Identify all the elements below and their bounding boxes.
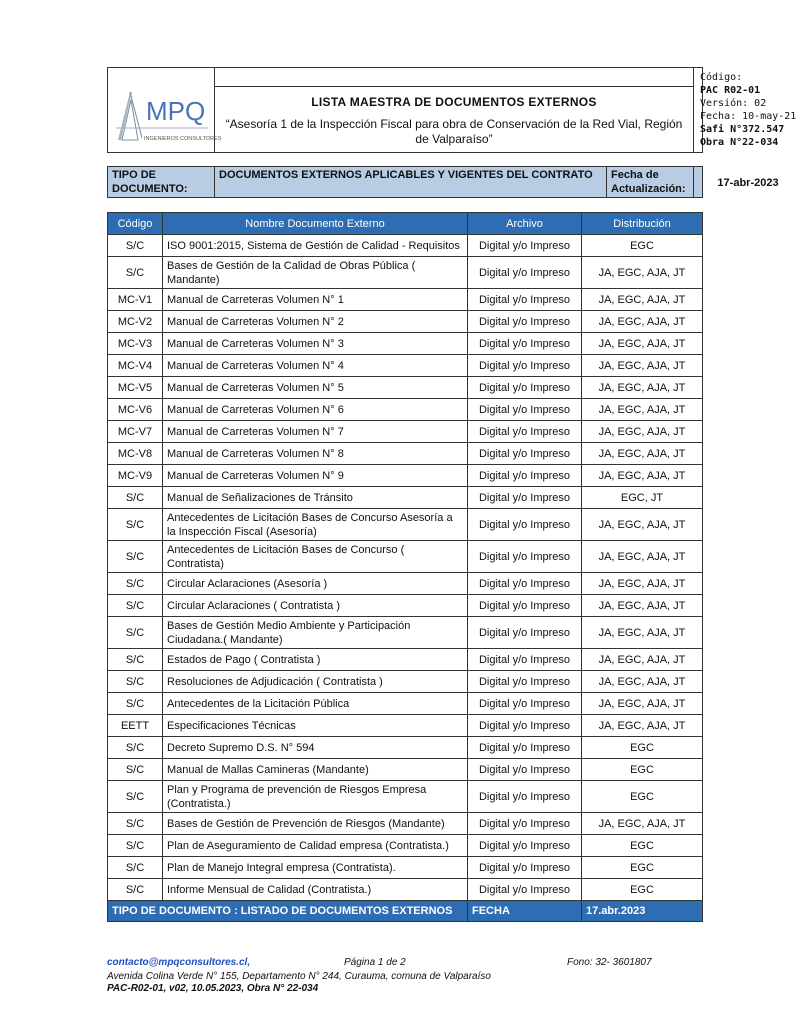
cell-codigo: S/C	[108, 541, 163, 573]
contact-email-link[interactable]: contacto@mpqconsultores.cl,	[107, 957, 251, 968]
cell-archivo: Digital y/o Impreso	[468, 573, 582, 595]
cell-codigo: S/C	[108, 759, 163, 781]
cell-codigo: S/C	[108, 671, 163, 693]
cell-nombre: Bases de Gestión Medio Ambiente y Participación Ciudadana.( Mandante)	[163, 617, 468, 649]
cell-nombre: Circular Aclaraciones ( Contratista )	[163, 595, 468, 617]
cell-archivo: Digital y/o Impreso	[468, 333, 582, 355]
table-row	[108, 759, 703, 781]
cell-archivo: Digital y/o Impreso	[468, 421, 582, 443]
cell-archivo: Digital y/o Impreso	[468, 759, 582, 781]
table-row	[108, 573, 703, 595]
cell-distribucion: JA, EGC, AJA, JT	[582, 289, 703, 311]
cell-distribucion: JA, EGC, AJA, JT	[582, 509, 703, 541]
cell-distribucion: JA, EGC, AJA, JT	[582, 465, 703, 487]
table-row	[108, 671, 703, 693]
cell-nombre: Informe Mensual de Calidad (Contratista.)	[163, 879, 468, 901]
document-control-info	[694, 68, 810, 152]
cell-codigo: MC-V1	[108, 289, 163, 311]
cell-archivo: Digital y/o Impreso	[468, 737, 582, 759]
cell-nombre: Manual de Carreteras Volumen N° 1	[163, 289, 468, 311]
cell-nombre: ISO 9001:2015, Sistema de Gestión de Calidad - Requisitos	[163, 235, 468, 257]
table-row	[108, 595, 703, 617]
type-value: DOCUMENTOS EXTERNOS APLICABLES Y VIGENTES DEL CONTRATO	[215, 167, 607, 197]
company-logo	[108, 68, 222, 152]
cell-archivo: Digital y/o Impreso	[468, 835, 582, 857]
page-footer	[107, 957, 707, 994]
cell-nombre: Manual de Carreteras Volumen N° 3	[163, 333, 468, 355]
table-row	[108, 311, 703, 333]
table-row	[108, 289, 703, 311]
cell-nombre: Antecedentes de la Licitación Pública	[163, 693, 468, 715]
header-archivo: Archivo	[468, 213, 582, 235]
cell-codigo: S/C	[108, 857, 163, 879]
cell-codigo: MC-V8	[108, 443, 163, 465]
update-date-value: 17-abr-2023	[717, 177, 779, 189]
cell-nombre: Manual de Carreteras Volumen N° 4	[163, 355, 468, 377]
cell-nombre: Manual de Carreteras Volumen N° 7	[163, 421, 468, 443]
cell-codigo: S/C	[108, 879, 163, 901]
logo-wordmark: MPQ	[146, 96, 206, 126]
cell-distribucion: JA, EGC, AJA, JT	[582, 355, 703, 377]
cell-archivo: Digital y/o Impreso	[468, 813, 582, 835]
update-date-label: Fecha de Actualización:	[607, 167, 694, 197]
table-row	[108, 541, 703, 573]
cell-nombre: Manual de Mallas Camineras (Mandante)	[163, 759, 468, 781]
company-address: Avenida Colina Verde N° 155, Departamento N° 244, Curauma, comuna de Valparaíso	[107, 971, 491, 982]
cell-distribucion: JA, EGC, AJA, JT	[582, 649, 703, 671]
footer-fecha-value: 17.abr.2023	[582, 901, 703, 922]
cell-codigo: S/C	[108, 573, 163, 595]
cell-distribucion: JA, EGC, AJA, JT	[582, 573, 703, 595]
external-documents-table	[107, 212, 703, 922]
cell-archivo: Digital y/o Impreso	[468, 487, 582, 509]
cell-archivo: Digital y/o Impreso	[468, 671, 582, 693]
cell-nombre: Manual de Carreteras Volumen N° 5	[163, 377, 468, 399]
cell-codigo: EETT	[108, 715, 163, 737]
phone-number: Fono: 32- 3601807	[567, 957, 652, 968]
document-header	[107, 67, 797, 153]
cell-nombre: Antecedentes de Licitación Bases de Concurso ( Contratista)	[163, 541, 468, 573]
header-nombre: Nombre Documento Externo	[163, 213, 468, 235]
cell-codigo: MC-V5	[108, 377, 163, 399]
cell-archivo: Digital y/o Impreso	[468, 443, 582, 465]
cell-nombre: Decreto Supremo D.S. N° 594	[163, 737, 468, 759]
cell-archivo: Digital y/o Impreso	[468, 257, 582, 289]
cell-archivo: Digital y/o Impreso	[468, 649, 582, 671]
cell-nombre: Manual de Carreteras Volumen N° 2	[163, 311, 468, 333]
cell-codigo: S/C	[108, 509, 163, 541]
safi-text: Safi N°372.547	[700, 124, 785, 135]
cell-nombre: Bases de Gestión de Prevención de Riesgos (Mandante)	[163, 813, 468, 835]
header-distribucion: Distribución	[582, 213, 703, 235]
cell-distribucion: EGC	[582, 235, 703, 257]
cell-archivo: Digital y/o Impreso	[468, 617, 582, 649]
cell-archivo: Digital y/o Impreso	[468, 509, 582, 541]
table-row	[108, 649, 703, 671]
table-row	[108, 879, 703, 901]
cell-distribucion: JA, EGC, AJA, JT	[582, 377, 703, 399]
document-title: LISTA MAESTRA DE DOCUMENTOS EXTERNOS	[311, 95, 597, 109]
cell-codigo: MC-V2	[108, 311, 163, 333]
cell-nombre: Plan de Manejo Integral empresa (Contratista).	[163, 857, 468, 879]
type-label: TIPO DE DOCUMENTO:	[108, 167, 215, 197]
cell-nombre: Manual de Señalizaciones de Tránsito	[163, 487, 468, 509]
cell-nombre: Especificaciones Técnicas	[163, 715, 468, 737]
table-footer-row	[108, 901, 703, 922]
cell-nombre: Manual de Carreteras Volumen N° 6	[163, 399, 468, 421]
table-row	[108, 487, 703, 509]
cell-codigo: S/C	[108, 649, 163, 671]
cell-distribucion: JA, EGC, AJA, JT	[582, 671, 703, 693]
cell-nombre: Plan de Aseguramiento de Calidad empresa (Contratista.)	[163, 835, 468, 857]
table-row	[108, 399, 703, 421]
cell-nombre: Antecedentes de Licitación Bases de Concurso Asesoría a la Inspección Fiscal (Asesoría)	[163, 509, 468, 541]
table-row	[108, 857, 703, 879]
cell-codigo: MC-V4	[108, 355, 163, 377]
table-row	[108, 443, 703, 465]
cell-codigo: S/C	[108, 617, 163, 649]
cell-codigo: MC-V9	[108, 465, 163, 487]
cell-archivo: Digital y/o Impreso	[468, 715, 582, 737]
cell-archivo: Digital y/o Impreso	[468, 595, 582, 617]
footer-fecha-label: FECHA	[468, 901, 582, 922]
cell-distribucion: JA, EGC, AJA, JT	[582, 257, 703, 289]
cell-archivo: Digital y/o Impreso	[468, 541, 582, 573]
page-number: Página 1 de 2	[344, 957, 406, 968]
header-codigo: Código	[108, 213, 163, 235]
cell-nombre: Circular Aclaraciones (Asesoría )	[163, 573, 468, 595]
codigo-label: Código:	[700, 72, 743, 83]
cell-codigo: S/C	[108, 257, 163, 289]
table-row	[108, 617, 703, 649]
table-header-row	[108, 213, 703, 235]
cell-codigo: S/C	[108, 235, 163, 257]
cell-codigo: S/C	[108, 835, 163, 857]
table-row	[108, 235, 703, 257]
cell-codigo: S/C	[108, 737, 163, 759]
cell-distribucion: JA, EGC, AJA, JT	[582, 333, 703, 355]
cell-codigo: S/C	[108, 813, 163, 835]
cell-archivo: Digital y/o Impreso	[468, 465, 582, 487]
cell-nombre: Manual de Carreteras Volumen N° 9	[163, 465, 468, 487]
table-body	[108, 235, 703, 901]
cell-nombre: Bases de Gestión de la Calidad de Obras Pública ( Mandante)	[163, 257, 468, 289]
table-row	[108, 781, 703, 813]
table-row	[108, 813, 703, 835]
cell-codigo: S/C	[108, 595, 163, 617]
table-row	[108, 835, 703, 857]
cell-nombre: Manual de Carreteras Volumen N° 8	[163, 443, 468, 465]
cell-distribucion: JA, EGC, AJA, JT	[582, 421, 703, 443]
cell-distribucion: JA, EGC, AJA, JT	[582, 399, 703, 421]
cell-archivo: Digital y/o Impreso	[468, 399, 582, 421]
table-row	[108, 333, 703, 355]
cell-distribucion: JA, EGC, AJA, JT	[582, 693, 703, 715]
cell-archivo: Digital y/o Impreso	[468, 857, 582, 879]
cell-archivo: Digital y/o Impreso	[468, 693, 582, 715]
table-row	[108, 509, 703, 541]
cell-archivo: Digital y/o Impreso	[468, 311, 582, 333]
cell-distribucion: JA, EGC, AJA, JT	[582, 715, 703, 737]
cell-distribucion: JA, EGC, AJA, JT	[582, 443, 703, 465]
cell-distribucion: JA, EGC, AJA, JT	[582, 617, 703, 649]
cell-distribucion: EGC	[582, 857, 703, 879]
cell-archivo: Digital y/o Impreso	[468, 289, 582, 311]
cell-nombre: Estados de Pago ( Contratista )	[163, 649, 468, 671]
cell-distribucion: EGC	[582, 759, 703, 781]
table-row	[108, 377, 703, 399]
cell-distribucion: JA, EGC, AJA, JT	[582, 311, 703, 333]
cell-archivo: Digital y/o Impreso	[468, 355, 582, 377]
fecha-text: Fecha: 10-may-21	[700, 111, 797, 122]
cell-archivo: Digital y/o Impreso	[468, 235, 582, 257]
cell-distribucion: EGC	[582, 835, 703, 857]
cell-archivo: Digital y/o Impreso	[468, 781, 582, 813]
cell-distribucion: JA, EGC, AJA, JT	[582, 813, 703, 835]
cell-nombre: Resoluciones de Adjudicación ( Contratista )	[163, 671, 468, 693]
table-row	[108, 693, 703, 715]
cell-codigo: MC-V3	[108, 333, 163, 355]
cell-nombre: Plan y Programa de prevención de Riesgos Empresa (Contratista.)	[163, 781, 468, 813]
table-row	[108, 737, 703, 759]
cell-archivo: Digital y/o Impreso	[468, 879, 582, 901]
cell-distribucion: EGC	[582, 737, 703, 759]
cell-distribucion: JA, EGC, AJA, JT	[582, 541, 703, 573]
cell-distribucion: EGC	[582, 879, 703, 901]
document-type-row	[107, 166, 779, 198]
cell-distribucion: EGC	[582, 781, 703, 813]
header-title-cell	[215, 68, 694, 152]
cell-codigo: S/C	[108, 781, 163, 813]
cell-distribucion: EGC, JT	[582, 487, 703, 509]
logo-subtext: INGENIEROS CONSULTORES	[144, 136, 222, 142]
document-subtitle: “Asesoría 1 de la Inspección Fiscal para obra de Conservación de la Red Vial, Región de Valparaíso”	[225, 117, 683, 146]
codigo-value: PAC R02-01	[700, 85, 761, 96]
table-row	[108, 257, 703, 289]
table-row	[108, 465, 703, 487]
cell-codigo: S/C	[108, 693, 163, 715]
table-row	[108, 715, 703, 737]
cell-codigo: MC-V6	[108, 399, 163, 421]
cell-codigo: MC-V7	[108, 421, 163, 443]
footer-type-label: TIPO DE DOCUMENTO : LISTADO DE DOCUMENTOS EXTERNOS	[108, 901, 468, 922]
cell-distribucion: JA, EGC, AJA, JT	[582, 595, 703, 617]
table-row	[108, 421, 703, 443]
cell-codigo: S/C	[108, 487, 163, 509]
cell-archivo: Digital y/o Impreso	[468, 377, 582, 399]
table-row	[108, 355, 703, 377]
obra-text: Obra N°22-034	[700, 137, 779, 148]
version-text: Versión: 02	[700, 98, 767, 109]
document-reference: PAC-R02-01, v02, 10.05.2023, Obra N° 22-034	[107, 983, 319, 994]
